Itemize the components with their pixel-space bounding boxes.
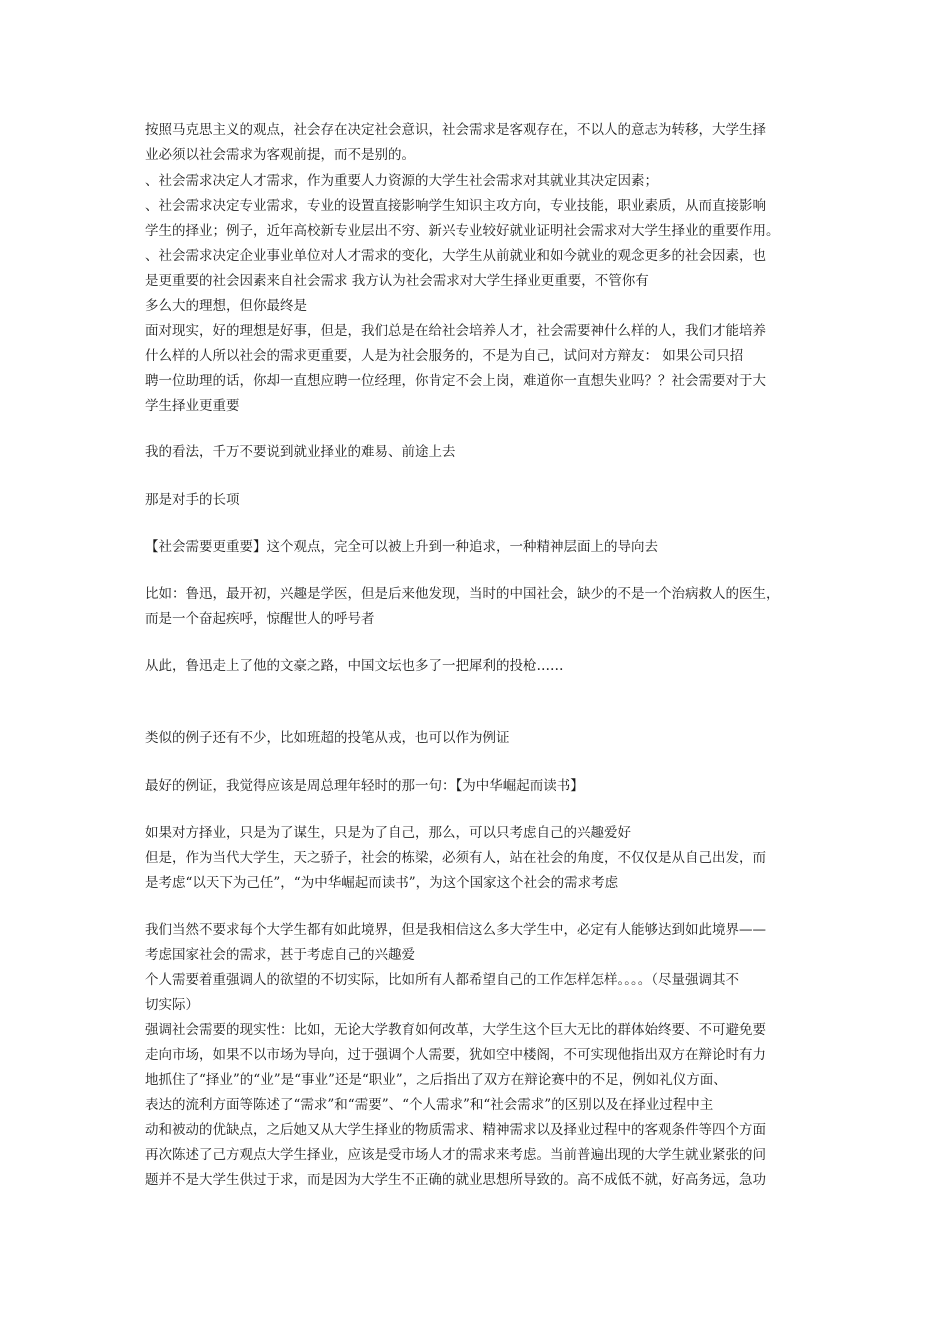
text-line: 最好的例证，我觉得应该是周总理年轻时的那一句：【为中华崛起而读书】 <box>145 778 584 794</box>
text-line: 个人需要着重强调人的欲望的不切实际，比如所有人都希望自己的工作怎样怎样。。。。（尽量强调其不 <box>145 972 739 988</box>
text-line: 但是，作为当代大学生，天之骄子，社会的栋梁，必须有人，站在社会的角度，不仅仅是从自己出发，而 <box>145 850 766 866</box>
text-line: 题并不是大学生供过于求，而是因为大学生不正确的就业思想所导致的。高不成低不就，好高务远，急功 <box>145 1172 766 1188</box>
text-line: 学生的择业；例子，近年高校新专业层出不穷、新兴专业较好就业证明社会需求对大学生择业的重要作用。 <box>145 223 780 239</box>
text-line: 考虑国家社会的需求，甚于考虑自己的兴趣爱 <box>145 947 415 963</box>
text-line: 强调社会需要的现实性：比如，无论大学教育如何改革，大学生这个巨大无比的群体始终要、不可避免要 <box>145 1022 766 1038</box>
text-line: 表达的流利方面等陈述了“需求”和“需要”、“个人需求”和“社会需求”的区别以及在择业过程中主 <box>145 1097 714 1113</box>
text-line: 而是一个奋起疾呼，惊醒世人的呼号者 <box>145 611 375 627</box>
text-line: 多么大的理想，但你最终是 <box>145 298 307 314</box>
text-line: 面对现实，好的理想是好事，但是，我们总是在给社会培养人才，社会需要神什么样的人，我们才能培养 <box>145 323 766 339</box>
text-line: 、社会需求决定人才需求，作为重要人力资源的大学生社会需求对其就业其决定因素； <box>145 173 658 189</box>
text-line: 我们当然不要求每个大学生都有如此境界，但是我相信这么多大学生中，必定有人能够达到如此境界—— <box>145 922 766 938</box>
text-line: 切实际） <box>145 997 199 1013</box>
text-line: 走向市场，如果不以市场为导向，过于强调个人需要，犹如空中楼阁，不可实现他指出双方在辩论时有力 <box>145 1047 766 1063</box>
text-line: 是考虑“以天下为己任”，“为中华崛起而读书”，为这个国家这个社会的需求考虑 <box>145 875 619 891</box>
text-line: 学生择业更重要 <box>145 398 240 414</box>
text-line: 地抓住了“择业”的“业”是“事业”还是“职业”，之后指出了双方在辩论赛中的不足，例如礼仪方面、 <box>145 1072 727 1088</box>
text-line: 动和被动的优缺点，之后她又从大学生择业的物质需求、精神需求以及择业过程中的客观条件等四个方面 <box>145 1122 766 1138</box>
text-line: 、社会需求决定专业需求，专业的设置直接影响学生知识主攻方向，专业技能，职业素质，从而直接影响 <box>145 198 766 214</box>
text-line: 按照马克思主义的观点，社会存在决定社会意识，社会需求是客观存在，不以人的意志为转移，大学生择 <box>145 122 766 138</box>
text-line: 再次陈述了己方观点大学生择业，应该是受市场人才的需求来考虑。当前普遍出现的大学生就业紧张的问 <box>145 1147 766 1163</box>
text-line: 那是对手的长项 <box>145 492 240 508</box>
text-line: 业必须以社会需求为客观前提，而不是别的。 <box>145 147 415 163</box>
text-line: 【社会需要更重要】这个观点，完全可以被上升到一种追求，一种精神层面上的导向去 <box>145 539 658 555</box>
text-line: 什么样的人所以社会的需求更重要，人是为社会服务的，不是为自己，试问对方辩友： 如果公司只招 <box>145 348 744 364</box>
text-line: 我的看法，千万不要说到就业择业的难易、前途上去 <box>145 444 456 460</box>
text-line: 是更重要的社会因素来自社会需求 我方认为社会需求对大学生择业更重要，不管你有 <box>145 273 649 289</box>
text-line: 比如：鲁迅，最开初，兴趣是学医，但是后来他发现，当时的中国社会，缺少的不是一个治病救人的医生， <box>145 586 780 602</box>
text-line: 从此，鲁迅走上了他的文豪之路，中国文坛也多了一把犀利的投枪…… <box>145 658 564 674</box>
text-line: 如果对方择业，只是为了谋生，只是为了自己，那么，可以只考虑自己的兴趣爱好 <box>145 825 631 841</box>
text-line: 聘一位助理的话，你却一直想应聘一位经理，你肯定不会上岗，难道你一直想失业吗？？社会需要对于大 <box>145 373 766 389</box>
text-line: 类似的例子还有不少，比如班超的投笔从戎，也可以作为例证 <box>145 730 510 746</box>
text-line: 、社会需求决定企业事业单位对人才需求的变化，大学生从前就业和如今就业的观念更多的社会因素，也 <box>145 248 766 264</box>
